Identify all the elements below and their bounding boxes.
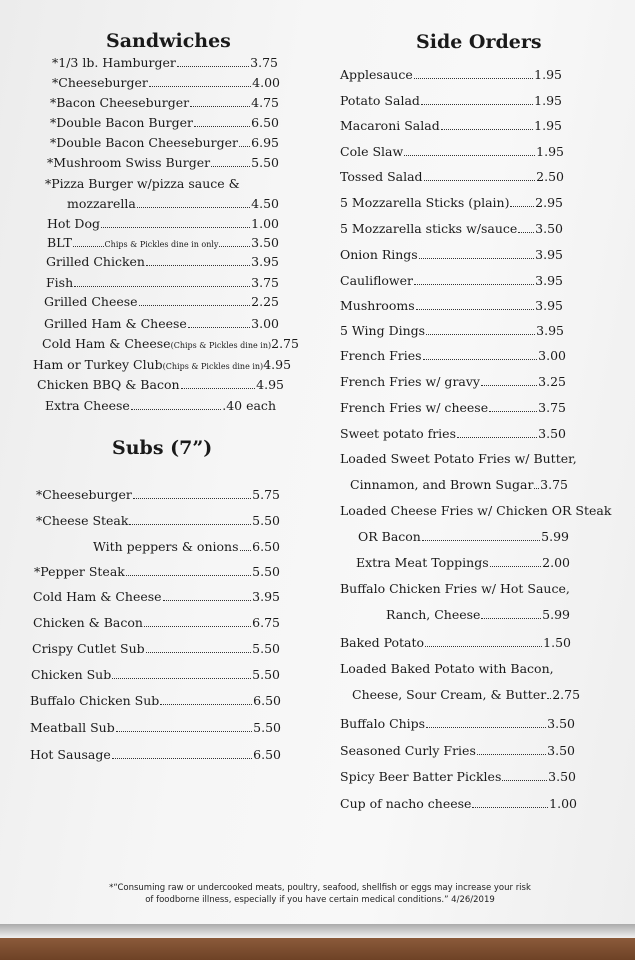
leader-dots	[481, 617, 541, 619]
list-item	[340, 118, 562, 133]
list-item: Loaded Sweet Potato Fries w/ Butter,	[340, 451, 577, 466]
list-item	[50, 95, 279, 110]
leader-dots	[190, 105, 250, 107]
item-price: 2.95	[535, 195, 563, 210]
leader-dots	[425, 645, 542, 647]
item-price: 3.95	[252, 589, 280, 604]
item-price: 1.50	[543, 635, 571, 650]
item-name: *Double Bacon Cheeseburger	[50, 135, 239, 150]
list-item	[340, 169, 564, 184]
item-price: 3.00	[251, 316, 279, 331]
item-price: 2.75	[552, 687, 581, 702]
item-name: Macaroni Salad	[340, 118, 440, 133]
item-price: 3.95	[251, 254, 279, 269]
leader-dots	[139, 304, 251, 306]
item-name: 5 Mozzarella Sticks (plain)	[340, 195, 510, 210]
item-note: (Chips & Pickles dine in)	[162, 362, 264, 371]
leader-dots	[146, 651, 252, 653]
leader-dots	[457, 436, 537, 438]
leader-dots	[419, 257, 534, 259]
item-name: Chicken & Bacon	[33, 615, 143, 630]
leader-dots	[160, 703, 252, 705]
item-price: 1.95	[536, 144, 564, 159]
food-safety-disclaimer	[60, 882, 580, 906]
item-name: Baked Potato	[340, 635, 425, 650]
item-name: Hot Sausage	[30, 747, 111, 762]
item-name: *Mushroom Swiss Burger	[47, 155, 211, 170]
leader-dots	[510, 205, 534, 207]
item-price: 5.50	[252, 513, 280, 528]
item-price: 2.00	[542, 555, 570, 570]
item-price: 2.25	[251, 294, 279, 309]
item-name: *Cheeseburger	[52, 75, 148, 90]
list-item	[52, 55, 278, 70]
paper-edge	[0, 924, 635, 938]
list-item	[44, 316, 279, 331]
list-item	[46, 275, 279, 290]
list-item	[47, 216, 279, 231]
item-name: Cinnamon, and Brown Sugar	[350, 477, 534, 492]
item-name: Mushrooms	[340, 298, 415, 313]
item-price: 4.50	[251, 196, 279, 211]
leader-dots	[534, 487, 539, 489]
item-price: 6.95	[251, 135, 279, 150]
item-price: .40 each	[222, 398, 276, 413]
leader-dots	[423, 358, 538, 360]
item-price: 3.95	[536, 323, 564, 338]
leader-dots	[129, 523, 251, 525]
item-price: 4.95	[263, 357, 292, 372]
list-item	[52, 75, 280, 90]
list-item	[340, 144, 564, 159]
leader-dots	[137, 206, 250, 208]
list-item	[340, 195, 563, 210]
item-price: 3.50	[538, 426, 566, 441]
leader-dots	[144, 625, 251, 627]
item-name: Extra Cheese	[45, 398, 130, 413]
list-item	[340, 635, 571, 650]
item-name: Spicy Beer Batter Pickles	[340, 769, 502, 784]
leader-dots	[188, 326, 250, 328]
item-name: Chicken BBQ & Bacon	[37, 377, 180, 392]
list-item	[33, 615, 280, 630]
item-name: Sweet potato fries	[340, 426, 456, 441]
item-name: Crispy Cutlet Sub	[32, 641, 145, 656]
leader-dots	[181, 387, 256, 389]
list-item	[93, 539, 280, 554]
item-price: 3.50	[548, 769, 576, 784]
item-name: Cold Ham & Cheese	[42, 336, 171, 351]
leader-dots	[239, 145, 250, 147]
item-price: 1.95	[534, 93, 562, 108]
item-name: 5 Mozzarella sticks w/sauce	[340, 221, 518, 236]
item-price: 1.95	[534, 67, 562, 82]
item-name: Cauliflower	[340, 273, 413, 288]
item-name: Seasoned Curly Fries	[340, 743, 476, 758]
leader-dots	[112, 757, 252, 759]
item-name: Grilled Ham & Cheese	[44, 316, 187, 331]
leader-dots	[131, 408, 221, 410]
item-price: 3.95	[535, 247, 563, 262]
item-name: Meatball Sub	[30, 720, 115, 735]
item-name: French Fries	[340, 348, 422, 363]
item-price: 1.00	[251, 216, 279, 231]
leader-dots	[116, 730, 252, 732]
list-item	[340, 426, 566, 441]
item-price: 4.75	[251, 95, 279, 110]
item-price: 5.99	[541, 529, 569, 544]
item-price: 3.50	[535, 221, 563, 236]
item-price: 5.50	[253, 720, 281, 735]
leader-dots	[211, 165, 250, 167]
list-item	[340, 743, 575, 758]
item-name: Buffalo Chicken Sub	[30, 693, 160, 708]
item-name: 5 Wing Dings	[340, 323, 426, 338]
leader-dots	[146, 264, 250, 266]
item-price: 5.99	[542, 607, 570, 622]
list-item	[32, 641, 280, 656]
list-item	[352, 687, 581, 702]
list-item	[33, 589, 280, 604]
list-item	[44, 294, 279, 309]
leader-dots	[404, 154, 535, 156]
leader-dots	[133, 497, 251, 499]
item-price: 3.50	[547, 716, 575, 731]
item-price: 5.50	[251, 155, 279, 170]
side-orders-heading: Side Orders	[416, 31, 542, 53]
item-name: Cold Ham & Cheese	[33, 589, 162, 604]
list-item	[340, 93, 562, 108]
item-price: 2.50	[536, 169, 564, 184]
item-note: (Chips & Pickles dine in)	[170, 341, 272, 350]
item-price: 2.75	[271, 336, 299, 351]
item-price: 5.50	[252, 667, 280, 682]
item-name: *1/3 lb. Hamburger	[52, 55, 176, 70]
list-item	[340, 716, 575, 731]
list-item	[340, 348, 566, 363]
list-item	[46, 254, 279, 269]
disclaimer-line-2: of foodborne illness, especially if you have certain medical conditions.” 4/26/2019	[145, 895, 495, 905]
list-item	[386, 607, 570, 622]
list-item	[340, 298, 563, 313]
item-name: With peppers & onions	[93, 539, 239, 554]
list-item	[33, 357, 292, 372]
item-price: 5.50	[252, 641, 280, 656]
item-name: Cup of nacho cheese	[340, 796, 472, 811]
item-price: 3.95	[535, 273, 563, 288]
item-price: 6.50	[252, 539, 280, 554]
leader-dots	[240, 549, 252, 551]
item-name: Ranch, Cheese	[386, 607, 481, 622]
item-price: 5.50	[252, 564, 280, 579]
list-item	[30, 747, 281, 762]
leader-dots	[477, 753, 546, 755]
list-item	[50, 135, 279, 150]
item-name: Extra Meat Toppings	[356, 555, 489, 570]
item-name: Hot Dog	[47, 216, 100, 231]
item-price: 3.25	[538, 374, 566, 389]
leader-dots	[424, 179, 536, 181]
item-name: *Pepper Steak	[34, 564, 125, 579]
item-price: 3.75	[540, 477, 568, 492]
item-price: 3.00	[538, 348, 566, 363]
item-name: Cole Slaw	[340, 144, 404, 159]
item-price: 6.75	[252, 615, 280, 630]
item-name: mozzarella	[67, 196, 136, 211]
item-price: 3.50	[251, 235, 280, 250]
list-item	[37, 377, 284, 392]
leader-dots	[416, 308, 535, 310]
list-item	[340, 273, 563, 288]
leader-dots	[163, 599, 252, 601]
item-price: 3.75	[250, 55, 278, 70]
item-name: French Fries w/ cheese	[340, 400, 489, 415]
list-item	[31, 667, 280, 682]
list-item	[356, 555, 570, 570]
list-item	[340, 323, 564, 338]
item-price: 3.50	[547, 743, 575, 758]
leader-dots	[177, 65, 249, 67]
item-name: Grilled Cheese	[44, 294, 138, 309]
item-name: BLT	[47, 235, 72, 250]
leader-dots	[502, 779, 547, 781]
leader-dots	[489, 410, 537, 412]
item-name: Applesauce	[340, 67, 413, 82]
list-item: *Pizza Burger w/pizza sauce &	[45, 176, 240, 191]
leader-dots	[421, 103, 533, 105]
item-name: *Cheese Steak	[36, 513, 129, 528]
item-name: Grilled Chicken	[46, 254, 145, 269]
list-item	[30, 693, 281, 708]
leader-dots	[194, 125, 250, 127]
list-item: Loaded Baked Potato with Bacon,	[340, 661, 554, 676]
leader-dots	[73, 245, 104, 247]
list-item	[36, 513, 280, 528]
item-price: 5.75	[252, 487, 280, 502]
leader-dots	[426, 333, 535, 335]
item-price: 4.95	[256, 377, 284, 392]
item-price: 3.75	[538, 400, 566, 415]
list-item	[36, 487, 280, 502]
disclaimer-line-1: *“Consuming raw or undercooked meats, poultry, seafood, shellfish or eggs may increase your risk	[109, 883, 531, 893]
list-item	[340, 400, 566, 415]
list-item	[340, 67, 562, 82]
list-item	[350, 477, 568, 492]
item-price: 1.95	[534, 118, 562, 133]
leader-dots	[441, 128, 533, 130]
list-item	[50, 115, 279, 130]
item-name: Tossed Salad	[340, 169, 423, 184]
list-item	[30, 720, 281, 735]
leader-dots	[414, 283, 534, 285]
item-name: Cheese, Sour Cream, & Butter	[352, 687, 547, 702]
item-name: *Double Bacon Burger	[50, 115, 193, 130]
item-name: Potato Salad	[340, 93, 420, 108]
list-item	[42, 336, 307, 351]
item-name: *Cheeseburger	[36, 487, 132, 502]
item-price: 1.00	[549, 796, 577, 811]
leader-dots	[149, 85, 251, 87]
item-name: Ham or Turkey Club	[33, 357, 163, 372]
item-name: Buffalo Chips	[340, 716, 426, 731]
item-name: OR Bacon	[358, 529, 421, 544]
list-item	[340, 374, 566, 389]
leader-dots	[126, 574, 251, 576]
leader-dots	[426, 726, 546, 728]
leader-dots	[112, 677, 251, 679]
leader-dots	[547, 697, 551, 699]
leader-dots	[74, 285, 250, 287]
list-item	[340, 796, 577, 811]
leader-dots	[101, 226, 250, 228]
item-name: Fish	[46, 275, 74, 290]
item-name: Chicken Sub	[31, 667, 112, 682]
leader-dots	[518, 231, 534, 233]
list-item: Loaded Cheese Fries w/ Chicken OR Steak	[340, 503, 612, 518]
item-name: Onion Rings	[340, 247, 418, 262]
list-item	[67, 196, 279, 211]
sandwiches-heading: Sandwiches	[106, 30, 231, 52]
item-price: 4.00	[252, 75, 280, 90]
table-surface	[0, 938, 635, 960]
leader-dots	[490, 565, 542, 567]
item-price: 6.50	[253, 747, 281, 762]
list-item	[340, 769, 576, 784]
list-item	[47, 155, 279, 170]
item-price: 6.50	[251, 115, 279, 130]
list-item	[358, 529, 569, 544]
list-item	[340, 247, 563, 262]
item-note: Chips & Pickles dine in only	[104, 240, 219, 249]
list-item	[340, 221, 563, 236]
list-item	[34, 564, 280, 579]
item-price: 6.50	[253, 693, 281, 708]
leader-dots	[481, 384, 537, 386]
leader-dots	[472, 806, 548, 808]
leader-dots	[219, 245, 250, 247]
item-name: French Fries w/ gravy	[340, 374, 480, 389]
list-item	[47, 235, 279, 250]
item-price: 3.75	[251, 275, 279, 290]
item-price: 3.95	[535, 298, 563, 313]
list-item: Buffalo Chicken Fries w/ Hot Sauce,	[340, 581, 570, 596]
leader-dots	[414, 77, 533, 79]
item-name: *Bacon Cheeseburger	[50, 95, 190, 110]
list-item	[45, 398, 276, 413]
leader-dots	[422, 539, 540, 541]
subs-heading: Subs (7”)	[112, 437, 213, 459]
